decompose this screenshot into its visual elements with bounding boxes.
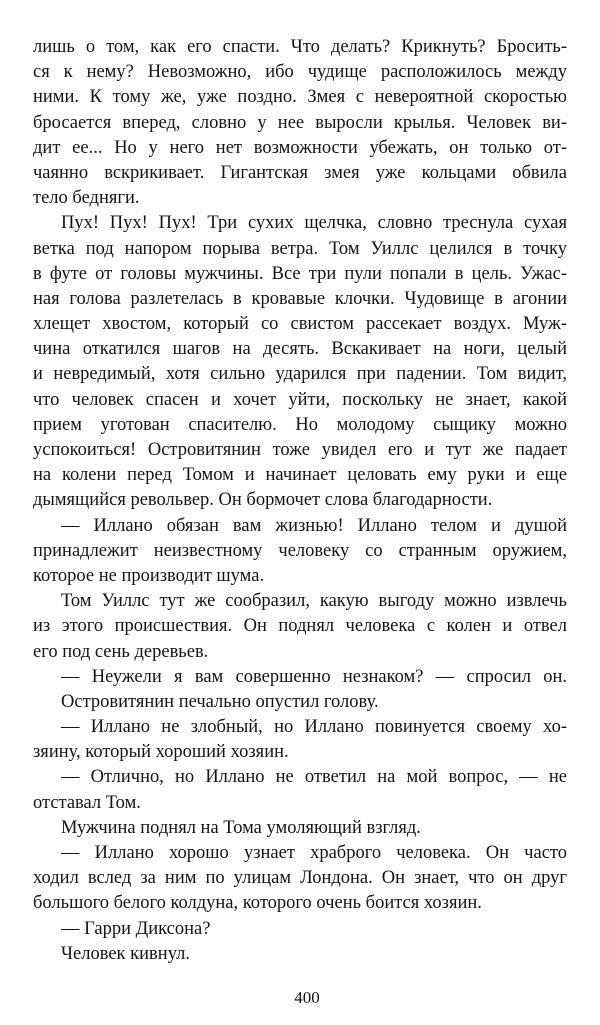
text-line: в футе от головы мужчины. Все три пули попали в цель. Ужас- [33, 263, 567, 284]
text-line: дымящийся револьвер. Он бормочет слова благодарности. [33, 490, 493, 511]
page-number: 400 [294, 988, 320, 1007]
paragraph [33, 816, 567, 841]
text-line: бросается вперед, словно у нее выросли крылья. Человек ви- [33, 112, 567, 133]
text-line: его под сень деревьев. [33, 641, 209, 662]
text-line: ся к нему? Невозможно, ибо чудище расположилось между [33, 62, 567, 83]
text-line: дит ее... Но у него нет возможности убежать, он только от- [33, 137, 567, 158]
paragraph [33, 715, 567, 765]
text-line: Том Уиллс тут же сообразил, какую выгоду можно извлечь [61, 591, 567, 612]
text-line: что человек спасен и хочет уйти, поскольку не знает, какой [33, 389, 567, 410]
paragraph [33, 942, 567, 967]
text-line: ходил вслед за ним по улицам Лондона. Он знает, что он друг [33, 868, 567, 889]
text-line: прием уготован спасителю. Но молодому сыщику можно [33, 414, 567, 435]
text-line: Мужчина поднял на Тома умоляющий взгляд. [61, 817, 421, 838]
text-line: Островитянин печально опустил голову. [61, 691, 379, 712]
text-line: ветка под напором порыва ветра. Том Уиллс целился в точку [33, 238, 567, 259]
paragraph [33, 35, 567, 211]
paragraph [33, 690, 567, 715]
text-line: которое не производит шума. [33, 565, 265, 586]
text-line: чина откатился шагов на десять. Вскакивает на ноги, целый [33, 339, 567, 360]
paragraph [33, 589, 567, 665]
text-line: отставал Том. [33, 792, 141, 813]
text-line: на колени перед Томом и начинает целовать ему руки и еще [33, 465, 567, 486]
page-body [33, 35, 567, 967]
text-line: — Неужели я вам совершенно незнаком? — спросил он. [61, 666, 567, 687]
text-line: — Иллано обязан вам жизнью! Иллано телом и душой [61, 515, 567, 536]
paragraph [33, 841, 567, 917]
paragraph [33, 765, 567, 815]
text-line: — Отлично, но Иллано не ответил на мой вопрос, — не [61, 767, 567, 788]
text-line: тело бедняги. [33, 188, 140, 209]
text-line: лишь о том, как его спасти. Что делать? Крикнуть? Бросить- [33, 37, 567, 57]
text-line: Человек кивнул. [61, 943, 190, 964]
paragraph [33, 514, 567, 590]
text-line: ная голова разлетелась в кровавые клочки. Чудовище в агонии [33, 288, 567, 309]
text-line: — Гарри Диксона? [61, 918, 211, 939]
text-line: из этого происшествия. Он поднял человека с колен и отвел [33, 616, 567, 637]
text-line: хлещет хвостом, который со свистом рассекает воздух. Муж- [33, 314, 567, 335]
text-line: успокоиться! Островитянин тоже увидел его и тут же падает [33, 440, 567, 460]
text-line: — Иллано хорошо узнает храброго человека. Он часто [61, 843, 567, 863]
paragraph [33, 211, 567, 513]
text-line: Пух! Пух! Пух! Три сухих щелчка, словно треснула сухая [61, 213, 567, 234]
text-line: — Иллано не злобный, но Иллано повинуется своему хо- [61, 717, 567, 738]
text-line: принадлежит неизвестному человеку со странным оружием, [33, 540, 567, 561]
paragraph [33, 917, 567, 942]
paragraph [33, 665, 567, 690]
text-line: зяину, который хороший хозяин. [33, 742, 289, 763]
text-line: ними. К тому же, уже поздно. Змея с невероятной скоростью [33, 87, 567, 108]
text-line: чаянно вскрикивает. Гигантская змея уже кольцами обвила [33, 162, 567, 183]
text-line: и невредимый, хотя сильно ударился при падении. Том видит, [33, 364, 567, 385]
text-line: большого белого колдуна, которого очень боится хозяин. [33, 893, 482, 914]
